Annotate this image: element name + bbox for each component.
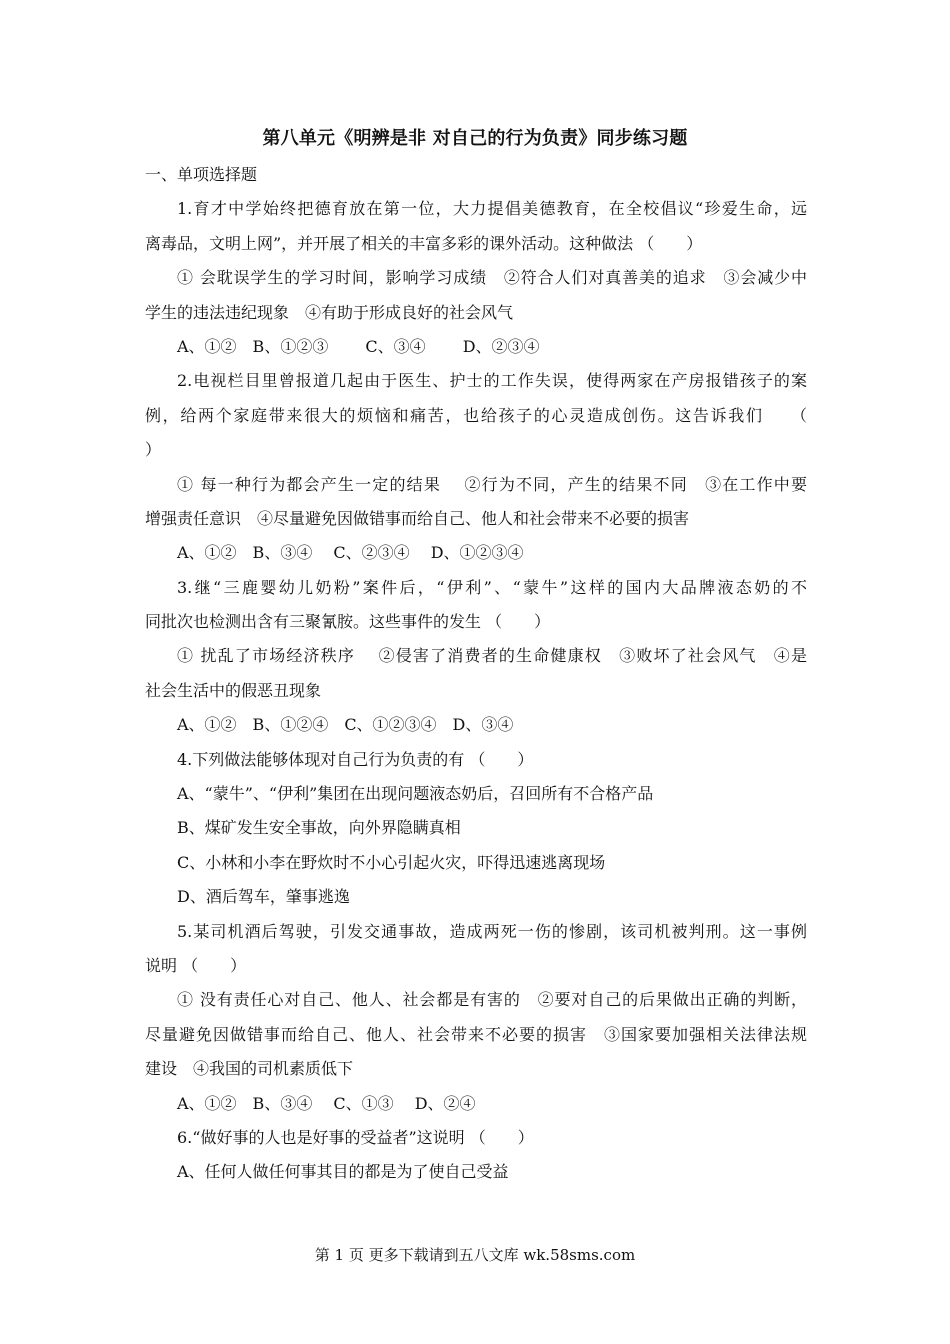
text-line: 2.电视栏目里曾报道几起由于医生、护士的工作失误，使得两家在产房报错孩子的案 xyxy=(177,371,807,391)
text-line: 6.“做好事的人也是好事的受益者”这说明 （ ） xyxy=(177,1127,534,1147)
text-line: D、酒后驾车，肇事逃逸 xyxy=(177,887,350,907)
text-line: A、①② B、①②④ C、①②③④ D、③④ xyxy=(177,715,514,735)
document-body xyxy=(145,158,807,1190)
text-line: A、任何人做任何事其目的都是为了使自己受益 xyxy=(177,1162,509,1182)
text-line: ） xyxy=(145,440,162,460)
text-line: A、①② B、③④ C、①③ D、②④ xyxy=(177,1093,476,1113)
text-line: C、小林和小李在野炊时不小心引起火灾，吓得迅速逃离现场 xyxy=(177,852,606,872)
text-line: ① 没有责任心对自己、他人、社会都是有害的 ②要对自己的后果做出正确的判断， xyxy=(177,990,807,1010)
section-heading: 一、单项选择题 xyxy=(145,165,258,184)
text-line: 1.育才中学始终把德育放在第一位，大力提倡美德教育，在全校倡议“珍爱生命，远 xyxy=(177,199,807,219)
text-line: B、煤矿发生安全事故，向外界隐瞒真相 xyxy=(177,818,461,838)
page-title: 第八单元《明辨是非 对自己的行为负责》同步练习题 xyxy=(262,128,688,149)
text-line: A、①② B、③④ C、②③④ D、①②③④ xyxy=(177,543,524,563)
text-line: ① 每一种行为都会产生一定的结果 ②行为不同，产生的结果不同 ③在工作中要 xyxy=(177,474,807,494)
text-line: A、①② B、①②③ C、③④ D、②③④ xyxy=(177,336,540,356)
text-line: 增强责任意识 ④尽量避免因做错事而给自己、他人和社会带来不必要的损害 xyxy=(145,508,690,528)
text-line: 5.某司机酒后驾驶，引发交通事故，造成两死一伤的惨剧，该司机被判刑。这一事例 xyxy=(177,921,807,941)
text-line: A、“蒙牛”、“伊利”集团在出现问题液态奶后，召回所有不合格产品 xyxy=(177,784,654,804)
text-line: ① 扰乱了市场经济秩序 ②侵害了消费者的生命健康权 ③败坏了社会风气 ④是 xyxy=(177,646,807,666)
text-line: 离毒品，文明上网”，并开展了相关的丰富多彩的课外活动。这种做法 （ ） xyxy=(145,233,703,253)
text-line: 3.继“三鹿婴幼儿奶粉”案件后，“伊利”、“蒙牛”这样的国内大品牌液态奶的不 xyxy=(177,577,807,597)
text-line: 同批次也检测出含有三聚氰胺。这些事件的发生 （ ） xyxy=(145,612,551,632)
text-line: 尽量避免因做错事而给自己、他人、社会带来不必要的损害 ③国家要加强相关法律法规 xyxy=(145,1024,807,1044)
text-line: 建设 ④我国的司机素质低下 xyxy=(145,1059,354,1079)
page-footer: 第 1 页 更多下载请到五八文库 wk.58sms.com xyxy=(314,1246,636,1264)
text-line: 学生的违法违纪现象 ④有助于形成良好的社会风气 xyxy=(145,302,514,322)
text-line: ① 会耽误学生的学习时间，影响学习成绩 ②符合人们对真善美的追求 ③会减少中 xyxy=(177,268,807,288)
text-line: 社会生活中的假恶丑现象 xyxy=(145,680,322,700)
text-line: 说明 （ ） xyxy=(145,955,247,975)
text-line: 4.下列做法能够体现对自己行为负责的有 （ ） xyxy=(177,749,534,769)
text-line: 例，给两个家庭带来很大的烦恼和痛苦，也给孩子的心灵造成创伤。这告诉我们 （ xyxy=(145,405,807,425)
